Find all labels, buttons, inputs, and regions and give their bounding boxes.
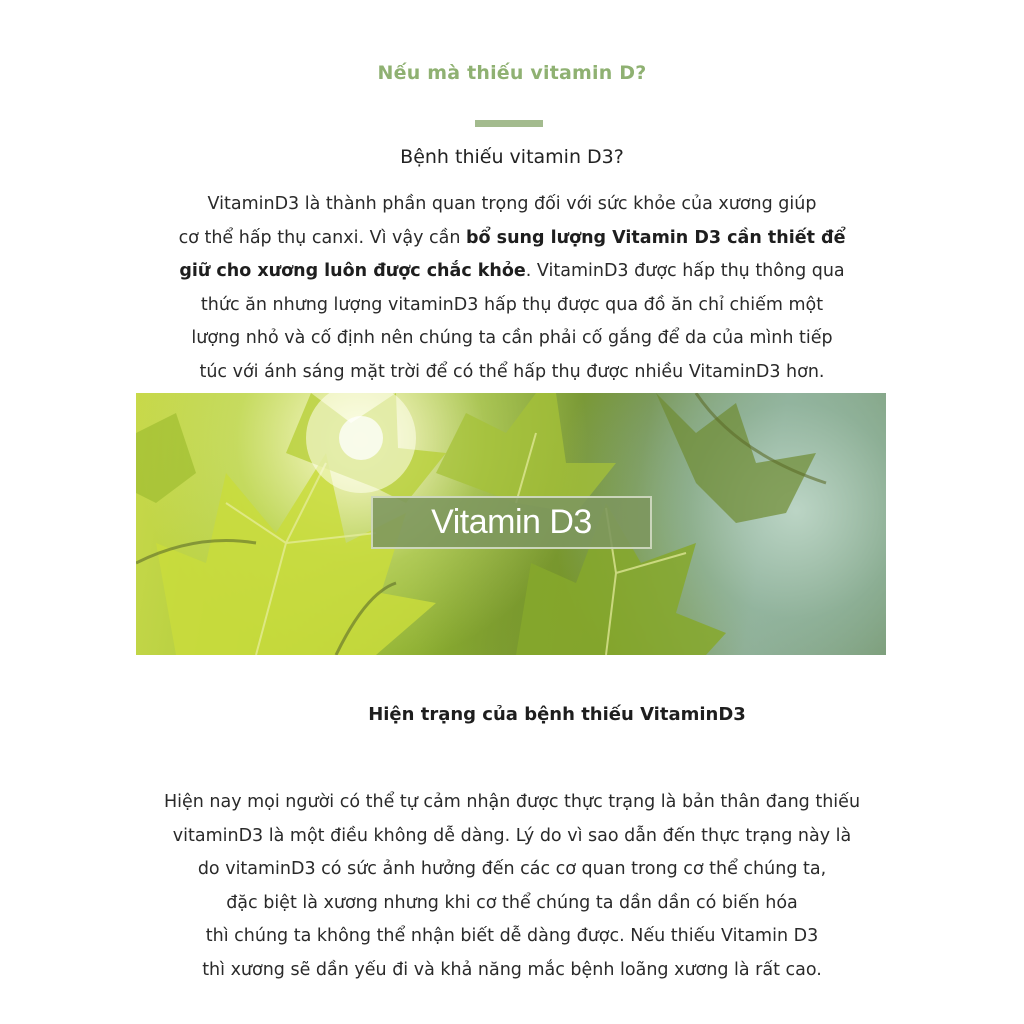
- status-line: thì chúng ta không thể nhận biết dễ dàng được. Nếu thiếu Vitamin D3: [205, 926, 819, 946]
- intro-line: [100, 222, 924, 256]
- status-line: đặc biệt là xương nhưng khi cơ thể chúng ta dần dần có biến hóa: [226, 892, 798, 913]
- intro-text: cơ thể hấp thụ canxi. Vì vậy cần: [178, 227, 467, 248]
- title-divider: [475, 120, 543, 127]
- vitamin-banner-image: [136, 393, 886, 655]
- intro-emphasis: bổ sung lượng Vitamin D3 cần thiết để: [466, 227, 846, 248]
- sun-core: [339, 416, 383, 460]
- intro-line: thức ăn nhưng lượng vitaminD3 hấp thụ được qua đồ ăn chỉ chiếm một: [200, 294, 824, 315]
- status-line: Hiện nay mọi người có thể tự cảm nhận được thực trạng là bản thân đang thiếu: [163, 792, 861, 812]
- section-heading: Hiện trạng của bệnh thiếu VitaminD3: [368, 704, 746, 725]
- intro-emphasis: giữ cho xương luôn được chắc khỏe: [179, 261, 526, 281]
- status-line: do vitaminD3 có sức ảnh hưởng đến các cơ quan trong cơ thể chúng ta,: [197, 859, 827, 879]
- intro-line: [100, 255, 924, 289]
- intro-paragraph: [100, 188, 924, 389]
- banner-label: Vitamin D3: [371, 496, 652, 549]
- intro-line: VitaminD3 là thành phần quan trọng đối với sức khỏe của xương giúp: [207, 194, 817, 214]
- intro-line: túc với ánh sáng mặt trời để có thể hấp thụ được nhiều VitaminD3 hơn.: [199, 361, 825, 382]
- status-line: thì xương sẽ dần yếu đi và khả năng mắc bệnh loãng xương là rất cao.: [202, 959, 822, 980]
- page-subtitle: Bệnh thiếu vitamin D3?: [400, 146, 624, 168]
- status-line: vitaminD3 là một điều không dễ dàng. Lý do vì sao dẫn đến thực trạng này là: [172, 825, 852, 846]
- intro-text: . VitaminD3 được hấp thụ thông qua: [525, 261, 845, 281]
- status-paragraph: [100, 786, 924, 987]
- page-title: Nếu mà thiếu vitamin D?: [377, 62, 647, 84]
- intro-line: lượng nhỏ và cố định nên chúng ta cần phải cố gắng để da của mình tiếp: [191, 328, 833, 348]
